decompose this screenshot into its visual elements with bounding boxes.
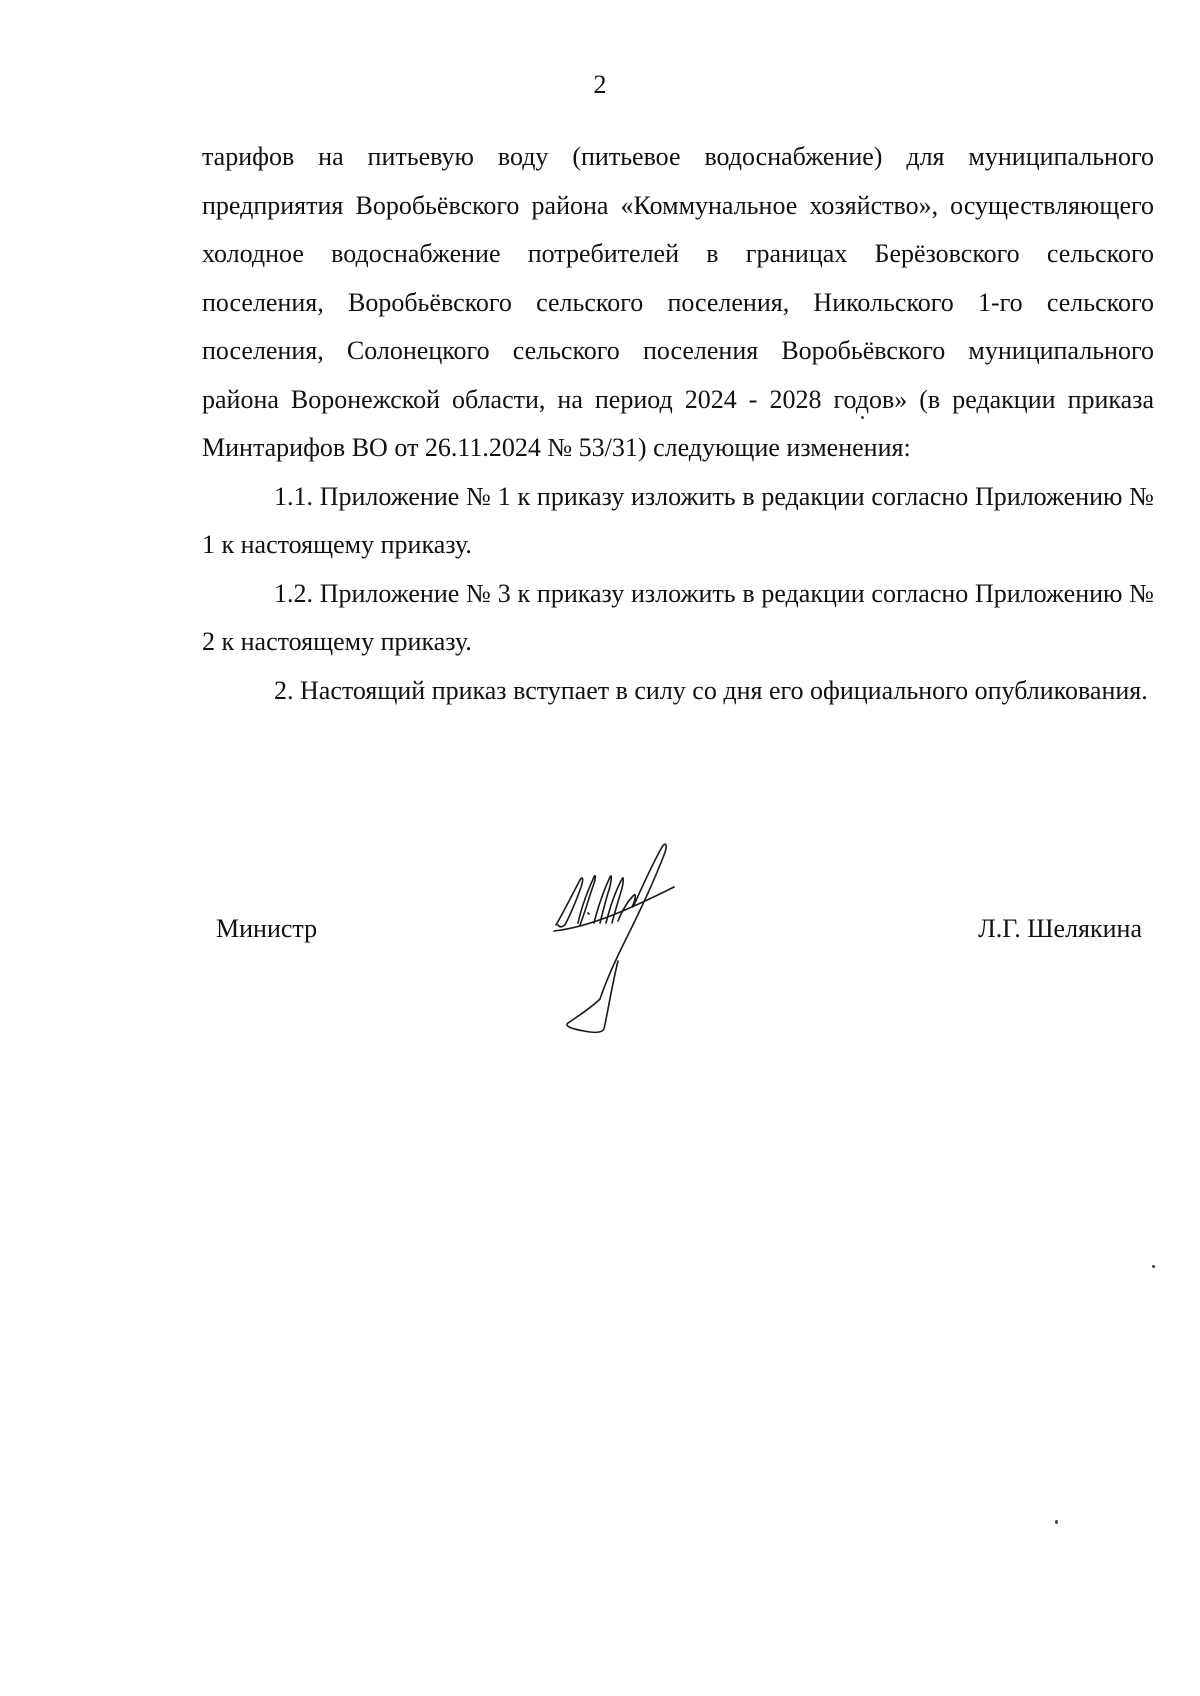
page-number: 2 xyxy=(593,70,607,99)
paragraph-item-1-1: 1.1. Приложение № 1 к приказу изложить в редакции согласно Приложению № 1 к настоящему приказу. xyxy=(202,481,1154,559)
paragraph-item-1-2: 1.2. Приложение № 3 к приказу изложить в редакции согласно Приложению № 2 к настоящему приказу. xyxy=(202,578,1154,656)
signatory-name: Л.Г. Шелякина xyxy=(978,914,1142,943)
scan-speck xyxy=(1152,1265,1155,1268)
signatory-title: Министр xyxy=(216,914,318,943)
paragraph-continuation: тарифов на питьевую воду (питьевое водоснабжение) для муниципального предприятия Воробьёвского района «Коммунальное хозяйство», осуществляющего холодное водоснабжение потребителей в границах Берёзовского сельского поселения, Воробьёвского сельского поселения, Никольского 1-го сельского поселения, Солонецкого сельского поселения Воробьёвского муниципального района Воронежской области, на период 2024 - 2028 годов» (в редакции приказа Минтарифов ВО от 26.11.2024 № 53/31) следующие изменения: xyxy=(202,142,1154,462)
handwritten-signature-icon xyxy=(550,835,700,1035)
scan-speck xyxy=(1055,1520,1058,1524)
paragraph-item-2: 2. Настоящий приказ вступает в силу со дня его официального опубликования. xyxy=(274,675,1148,705)
document-body xyxy=(202,133,1154,715)
scan-speck xyxy=(861,416,864,419)
